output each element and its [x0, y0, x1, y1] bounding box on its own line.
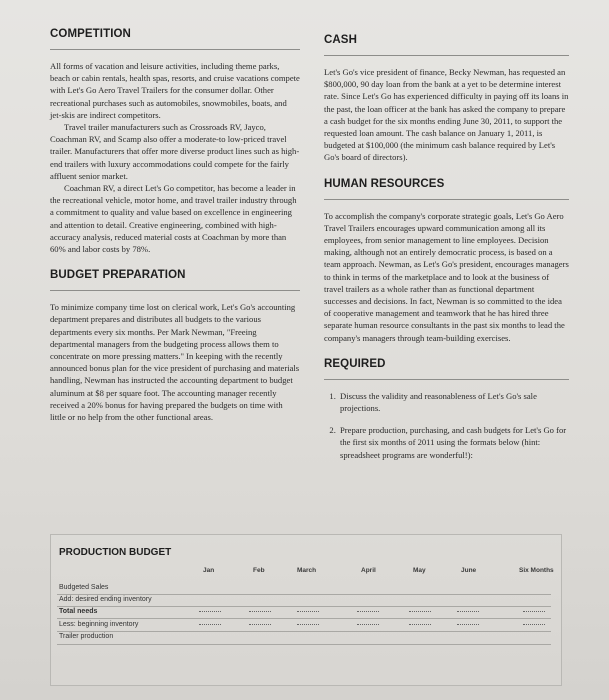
- required-list: [324, 390, 569, 461]
- left-column: [50, 28, 300, 437]
- human-resources-paragraph: To accomplish the company's corporate strategic goals, Let's Go Aero Travel Trailers encourages upward communication among all its employees, from senior management to line employees. Decision making, although not an entirely democratic process, is based on a team approach. Newman, as Let's Go's president, encourages managers to think in terms of the marketplace and to look at the business of travel trailers as a whole rather than as functional department successes and decisions. In fact, Newman is so committed to the idea of cooperative management and teamwork that he has hired three separate human resource consultants in the past six months to lead the company's managers through team-building exercises.: [324, 210, 569, 343]
- row-line: [57, 618, 551, 619]
- blank-entry: [523, 624, 545, 625]
- section-divider: [50, 49, 300, 50]
- blank-entry: [357, 611, 379, 612]
- competition-paragraph-2: Travel trailer manufacturers such as Crossroads RV, Jayco, Coachman RV, and Scamp also offer a moderate-to low-priced travel trailer. Manufacturers that offer more diverse product lines such as high-end trailers with luxury accommodations could compete for the fairly affluent senior market.: [50, 122, 300, 181]
- blank-entry: [297, 611, 319, 612]
- row-line: [57, 644, 551, 645]
- blank-entry: [249, 624, 271, 625]
- blank-entry: [457, 624, 479, 625]
- blank-entry: [297, 624, 319, 625]
- month-header-june: June: [461, 567, 477, 574]
- production-budget-title: PRODUCTION BUDGET: [59, 547, 172, 558]
- blank-entry: [523, 611, 545, 612]
- budget-preparation-paragraph: To minimize company time lost on clerical work, Let's Go's accounting department prepares and distributes all budgets to the various departments every six months. Per Mark Newman, "Freeing departmental managers from the budgeting process allows them to concentrate on more pressing matters." In keeping with the recently announced bonus plan for the vice president of purchasing and materials handling, Newman has instructed the accounting department to budget aluminum at $8 per square foot. The accounting manager recently received a 20% bonus for having prepared the budgets on time with little or no help from the other functional areas.: [50, 302, 300, 423]
- cash-heading: CASH: [324, 34, 357, 46]
- right-column: [324, 34, 569, 475]
- month-header-jan: Jan: [203, 567, 215, 574]
- production-budget-form: [50, 534, 562, 686]
- section-divider: [324, 379, 569, 380]
- row-label-total-needs: Total needs: [59, 608, 98, 615]
- competition-heading: COMPETITION: [50, 28, 131, 40]
- human-resources-heading: HUMAN RESOURCES: [324, 177, 445, 190]
- blank-entry: [457, 611, 479, 612]
- section-divider: [324, 55, 569, 56]
- required-item-1: 1. Discuss the validity and reasonableness of Let's Go's sale projections.: [338, 390, 569, 414]
- budget-preparation-heading: BUDGET PREPARATION: [50, 269, 186, 282]
- blank-entry: [199, 624, 221, 625]
- required-item-2: 2. Prepare production, purchasing, and cash budgets for Let's Go for the first six months of 2011 using the formats below (hint: spreadsheet programs are wonderful!):: [338, 424, 569, 461]
- month-header-april: April: [361, 567, 376, 574]
- competition-section: [50, 28, 300, 255]
- competition-paragraph-3: Coachman RV, a direct Let's Go competitor, has become a leader in the recreational vehicle, motor home, and travel trailer industry through a commitment to quality and value based on excellence in engineering and attention to detail. Creative engineering, combined with high-accuracy analysis, reduced material costs at Coachman by more than 60% and labor costs by 78%.: [50, 183, 297, 255]
- month-header-six-months: Six Months: [519, 567, 554, 574]
- required-section: [324, 358, 569, 461]
- row-label-beginning-inventory: Less: beginning inventory: [59, 621, 139, 628]
- row-line: [57, 594, 551, 595]
- blank-entry: [409, 624, 431, 625]
- blank-entry: [249, 611, 271, 612]
- cash-paragraph: Let's Go's vice president of finance, Becky Newman, has requested an $800,000, 90 day loan from the bank at a yet to be determine interest rate. Since Let's Go has experienced difficulty in paying off its loans in the past, the loan officer at the bank has asked the company to prepare a cash budget for the six months ending June 30, 2011, to support the requested loan amount. The cash balance on January 1, 2011, is budgeted at $100,000 (the minimum cash balance required by Let's Go's board of directors).: [324, 67, 569, 163]
- blank-entry: [199, 611, 221, 612]
- row-label-trailer-production: Trailer production: [59, 633, 114, 640]
- month-header-march: March: [297, 567, 317, 574]
- section-divider: [50, 290, 300, 291]
- cash-section: [324, 34, 569, 164]
- section-divider: [324, 199, 569, 200]
- blank-entry: [357, 624, 379, 625]
- row-label-desired-ending-inventory: Add: desired ending inventory: [59, 596, 152, 603]
- row-line: [57, 606, 551, 607]
- month-header-may: May: [413, 567, 426, 574]
- budget-preparation-section: [50, 269, 300, 423]
- competition-paragraph-1: All forms of vacation and leisure activities, including theme parks, beach or cabin rentals, health spas, resorts, and cruise vacations compete with Let's Go Aero Travel Trailers for the consumer dollar. Other recreational purchases such as automobiles, snowmobiles, boats, and jet-skis are indirect competitors.: [50, 61, 300, 120]
- required-heading: REQUIRED: [324, 357, 386, 370]
- row-label-budgeted-sales: Budgeted Sales: [59, 584, 109, 591]
- human-resources-section: [324, 178, 569, 344]
- row-line: [57, 631, 551, 632]
- blank-entry: [409, 611, 431, 612]
- month-header-feb: Feb: [253, 567, 265, 574]
